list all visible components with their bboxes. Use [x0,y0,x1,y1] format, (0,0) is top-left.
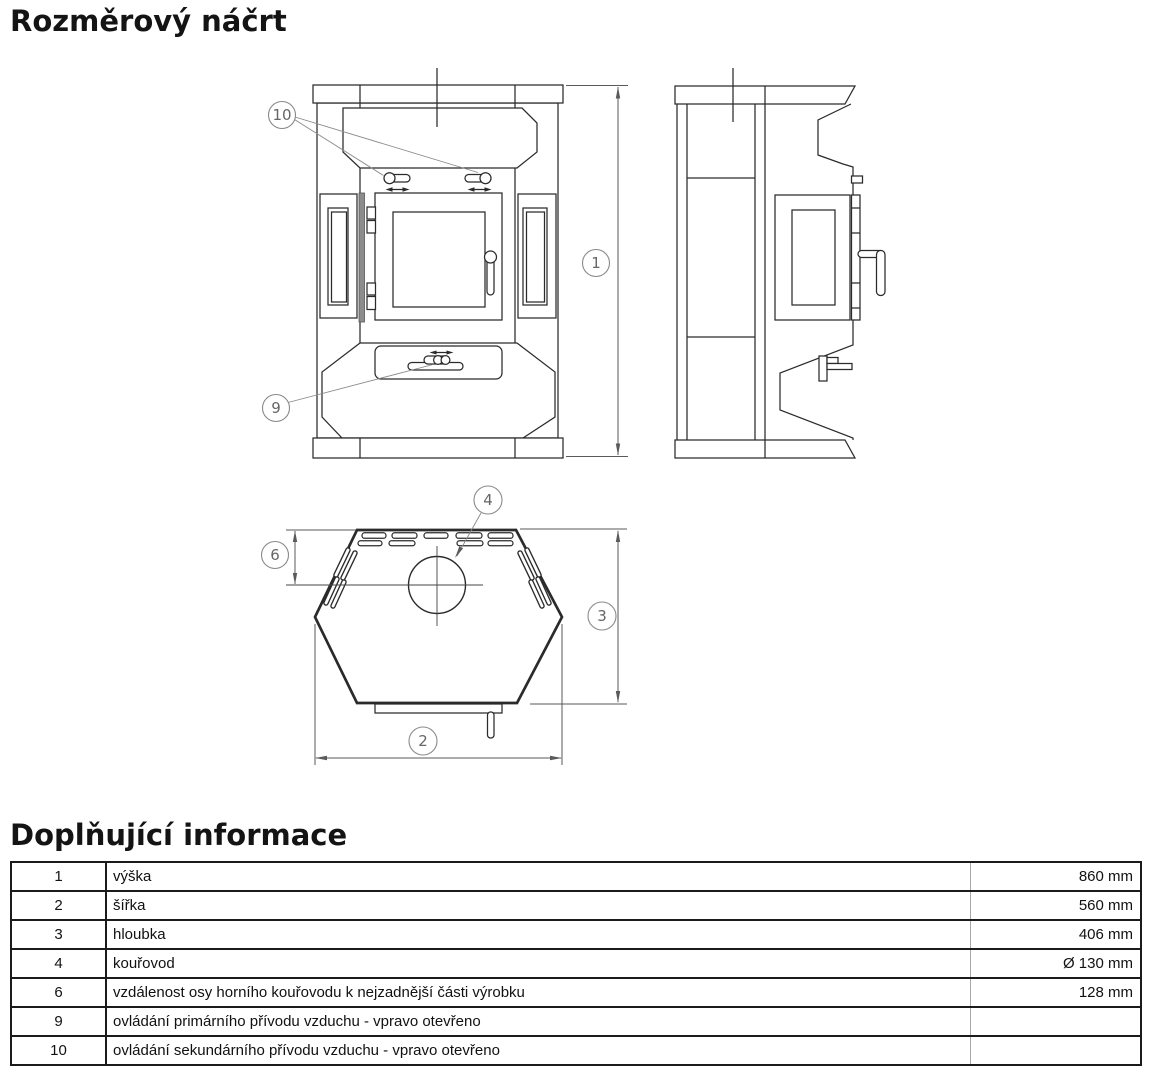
info-table [10,861,1142,1066]
base-cap [313,438,563,458]
callout-10-label: 10 [272,106,292,124]
row-number: 3 [12,921,107,948]
top-cap [313,85,563,103]
door-glass [393,212,485,307]
door-hinge [367,297,376,310]
table-row [12,1037,1140,1066]
side-view [675,68,885,458]
table-row [12,892,1140,921]
row-description: kouřovod [107,950,971,977]
base-plate-top [375,704,502,713]
primary-air-control-side [819,356,827,381]
row-value: 560 mm [1078,897,1133,914]
door-edge-strip [852,195,861,320]
callout-1-label: 1 [591,254,601,272]
row-value: Ø 130 mm [1062,955,1133,972]
page-title: Rozměrový náčrt [10,4,287,38]
row-number: 4 [12,950,107,977]
callout-4-label: 4 [483,491,493,509]
row-value: 860 mm [1078,868,1133,885]
row-number: 10 [12,1037,107,1064]
door-side [775,195,850,320]
row-value: 406 mm [1078,926,1133,943]
section-title: Doplňující informace [10,818,348,852]
door-hinge [367,283,376,295]
door-hinge [367,207,376,219]
table-row [12,979,1140,1008]
door-hinge [367,221,376,234]
callout-2-label: 2 [418,732,428,750]
callout-6-label: 6 [270,546,280,564]
hinge-shadow-strip [359,193,365,322]
row-number: 6 [12,979,107,1006]
row-description: hloubka [107,921,971,948]
row-description: vzdálenost osy horního kouřovodu k nejzadnější části výrobku [107,979,971,1006]
row-value [971,1008,1140,1035]
row-description: šířka [107,892,971,919]
air-control-peg [852,176,863,183]
row-description: ovládání sekundárního přívodu vzduchu - vpravo otevřeno [107,1037,971,1064]
row-value [971,1037,1140,1064]
table-row [12,863,1140,892]
row-description: výška [107,863,971,890]
callout-9-label: 9 [271,399,281,417]
top-view [286,530,562,738]
top-panel [343,108,537,168]
row-number: 1 [12,863,107,890]
front-view [313,68,563,458]
row-description: ovládání primárního přívodu vzduchu - vpravo otevřeno [107,1008,971,1035]
callout-3-label: 3 [597,607,607,625]
table-row [12,1008,1140,1037]
table-row [12,921,1140,950]
handle-pin-top [488,712,495,738]
dimension-height [566,86,628,457]
row-number: 2 [12,892,107,919]
row-number: 9 [12,1008,107,1035]
row-value: 128 mm [1078,984,1133,1001]
table-row [12,950,1140,979]
